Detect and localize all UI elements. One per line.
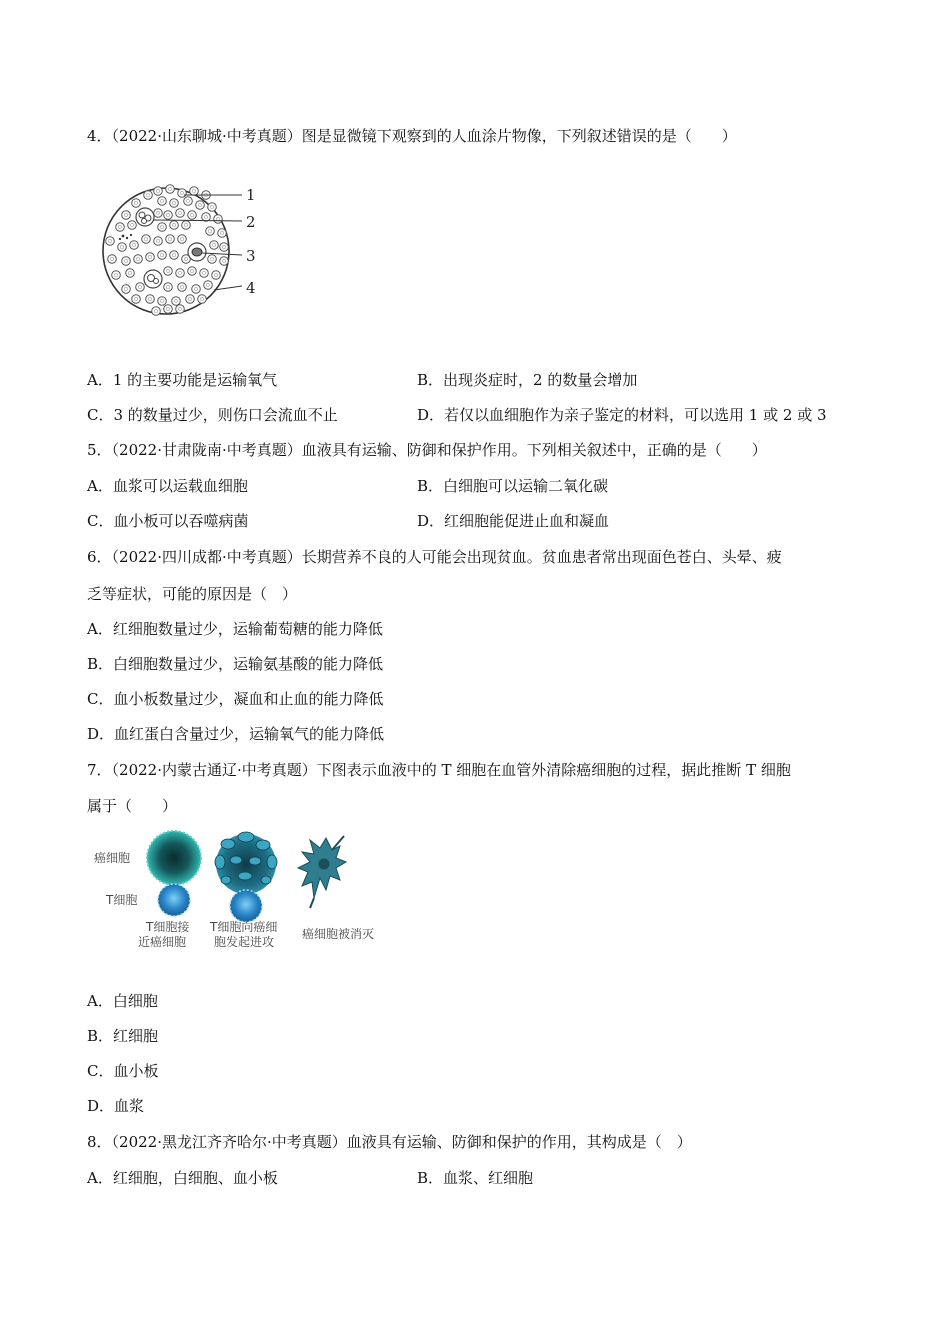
question-4-option-c[interactable]: C．3 的数量过少，则伤口会流血不止 xyxy=(87,406,338,424)
label-step3: 癌细胞被消灭 xyxy=(302,927,375,941)
red-blood-cell-center xyxy=(180,237,183,240)
question-8-option-a[interactable]: A．红细胞，白细胞、血小板 xyxy=(87,1169,278,1187)
red-blood-cell-center xyxy=(166,213,169,216)
red-blood-cell-center xyxy=(192,189,195,192)
red-blood-cell-center xyxy=(180,285,183,288)
red-blood-cell-center xyxy=(144,237,147,240)
t-cell-image xyxy=(158,884,190,916)
red-blood-cell-center xyxy=(178,211,181,214)
white-blood-cell-2 xyxy=(136,208,154,226)
red-blood-cell-center xyxy=(166,269,169,272)
question-4-option-d[interactable]: D．若仅以血细胞作为亲子鉴定的材料，可以选用 1 或 2 或 3 xyxy=(417,406,827,424)
red-blood-cell-center xyxy=(110,257,113,260)
red-blood-cell-center xyxy=(188,297,191,300)
red-blood-cell-center xyxy=(190,269,193,272)
red-blood-cell-center xyxy=(156,189,159,192)
red-blood-cell-center xyxy=(166,307,169,310)
red-blood-cell-center xyxy=(210,205,213,208)
red-blood-cell-center xyxy=(172,223,175,226)
question-7-option-c[interactable]: C．血小板 xyxy=(87,1062,159,1080)
white-blood-cell-3 xyxy=(188,243,206,261)
red-blood-cell-center xyxy=(132,243,135,246)
cancer-cell-image xyxy=(147,831,201,885)
question-7-option-a[interactable]: A．白细胞 xyxy=(87,992,158,1010)
attack-cell-image xyxy=(215,832,277,922)
question-7-stem-line2: 属于（ ） xyxy=(87,797,178,815)
red-blood-cell-center xyxy=(124,213,127,216)
label-cancer-cell: 癌细胞 xyxy=(94,851,131,865)
red-blood-cell-center xyxy=(156,239,159,242)
red-blood-cell-center xyxy=(172,253,175,256)
question-5-option-b[interactable]: B．白细胞可以运输二氧化碳 xyxy=(417,477,609,495)
red-blood-cell-center xyxy=(156,211,159,214)
question-8-option-b[interactable]: B．血浆、红细胞 xyxy=(417,1169,534,1187)
red-blood-cell-center xyxy=(190,213,193,216)
red-blood-cell-center xyxy=(166,285,169,288)
white-blood-cell xyxy=(144,270,162,288)
red-blood-cell-center xyxy=(198,203,201,206)
red-blood-cell-center xyxy=(160,299,163,302)
red-blood-cell-center xyxy=(154,309,157,312)
red-blood-cell-center xyxy=(184,257,187,260)
red-blood-cell-center xyxy=(200,297,203,300)
red-blood-cell-center xyxy=(186,199,189,202)
question-7-option-d[interactable]: D．血浆 xyxy=(87,1097,145,1115)
question-4-option-a[interactable]: A．1 的主要功能是运输氧气 xyxy=(87,371,278,389)
red-blood-cell-center xyxy=(214,273,217,276)
red-blood-cell-center xyxy=(134,297,137,300)
label-step1-line1: T细胞接 xyxy=(146,920,190,934)
red-blood-cell-center xyxy=(220,231,223,234)
label-t-cell: T细胞 xyxy=(106,893,138,907)
red-blood-cell-center xyxy=(172,201,175,204)
red-blood-cell-center xyxy=(180,191,183,194)
red-blood-cell-center xyxy=(216,217,219,220)
red-blood-cell-center xyxy=(208,229,211,232)
red-blood-cell-center xyxy=(160,253,163,256)
red-blood-cell-center xyxy=(124,287,127,290)
red-blood-cell-center xyxy=(160,199,163,202)
figure-label-4: 4 xyxy=(246,279,256,297)
question-6-option-b[interactable]: B．白细胞数量过少，运输氨基酸的能力降低 xyxy=(87,655,384,673)
red-blood-cell-center xyxy=(148,255,151,258)
red-blood-cell-center xyxy=(206,283,209,286)
question-5-option-a[interactable]: A．血浆可以运载血细胞 xyxy=(87,477,248,495)
red-blood-cell-center xyxy=(108,239,111,242)
label-step1-line2: 近癌细胞 xyxy=(138,935,187,949)
blood-smear-figure xyxy=(96,175,266,325)
red-blood-cell-center xyxy=(178,307,181,310)
red-blood-cell-center xyxy=(114,273,117,276)
question-6-option-c[interactable]: C．血小板数量过少，凝血和止血的能力降低 xyxy=(87,690,384,708)
question-6-stem-line1: 6．（2022·四川成都·中考真题）长期营养不良的人可能会出现贫血。贫血患者常出现面色苍白、头晕、疲 xyxy=(87,548,782,566)
red-blood-cell-center xyxy=(118,225,121,228)
question-6-option-a[interactable]: A．红细胞数量过少，运输葡萄糖的能力降低 xyxy=(87,620,383,638)
red-blood-cell-center xyxy=(202,271,205,274)
figure-label-1: 1 xyxy=(246,186,256,204)
red-blood-cell-center xyxy=(134,201,137,204)
red-blood-cell-center xyxy=(138,285,141,288)
question-5-stem: 5．（2022·甘肃陇南·中考真题）血液具有运输、防御和保护作用。下列相关叙述中，正确的是（ ） xyxy=(87,441,767,459)
figure-label-3: 3 xyxy=(246,247,256,265)
question-6-option-d[interactable]: D．血红蛋白含量过少，运输氧气的能力降低 xyxy=(87,725,385,743)
question-7-stem-line1: 7．（2022·内蒙古通辽·中考真题）下图表示血液中的 T 细胞在血管外清除癌细胞的过程，据此推断 T 细胞 xyxy=(87,761,791,779)
question-8-stem: 8．（2022·黑龙江齐齐哈尔·中考真题）血液具有运输、防御和保护的作用，其构成是（ ） xyxy=(87,1133,692,1151)
red-blood-cell-center xyxy=(222,259,225,262)
red-blood-cell-center xyxy=(124,259,127,262)
red-blood-cell-center xyxy=(168,237,171,240)
red-blood-cell-center xyxy=(212,243,215,246)
red-blood-cell-center xyxy=(178,271,181,274)
red-blood-cell-center xyxy=(146,193,149,196)
question-4-option-b[interactable]: B．出现炎症时，2 的数量会增加 xyxy=(417,371,638,389)
red-blood-cell-center xyxy=(204,215,207,218)
red-blood-cell-center xyxy=(136,257,139,260)
question-6-stem-line2: 乏等症状，可能的原因是（ ） xyxy=(87,585,298,603)
question-5-option-d[interactable]: D．红细胞能促进止血和凝血 xyxy=(417,512,610,530)
red-blood-cell-center xyxy=(174,299,177,302)
red-blood-cell-center xyxy=(184,223,187,226)
red-blood-cell-center xyxy=(160,225,163,228)
red-blood-cell-center xyxy=(222,245,225,248)
red-blood-cell-center xyxy=(194,287,197,290)
label-step2-line2: 胞发起进攻 xyxy=(214,935,275,949)
destroyed-cancer-cell-image xyxy=(298,836,346,908)
question-4-stem: 4．（2022·山东聊城·中考真题）图是显微镜下观察到的人血涂片物像，下列叙述错误的是（ ） xyxy=(87,127,737,145)
t-cell-figure xyxy=(88,828,388,956)
red-blood-cell-center xyxy=(210,257,213,260)
question-7-option-b[interactable]: B．红细胞 xyxy=(87,1027,159,1045)
question-5-option-c[interactable]: C．血小板可以吞噬病菌 xyxy=(87,512,249,530)
figure-label-2: 2 xyxy=(246,213,256,231)
red-blood-cell-center xyxy=(128,271,131,274)
red-blood-cell-center xyxy=(120,245,123,248)
red-blood-cell-center xyxy=(148,297,151,300)
label-step2-line1: T细胞向癌细 xyxy=(210,920,278,934)
red-blood-cell-center xyxy=(168,187,171,190)
red-blood-cell-center xyxy=(130,223,133,226)
